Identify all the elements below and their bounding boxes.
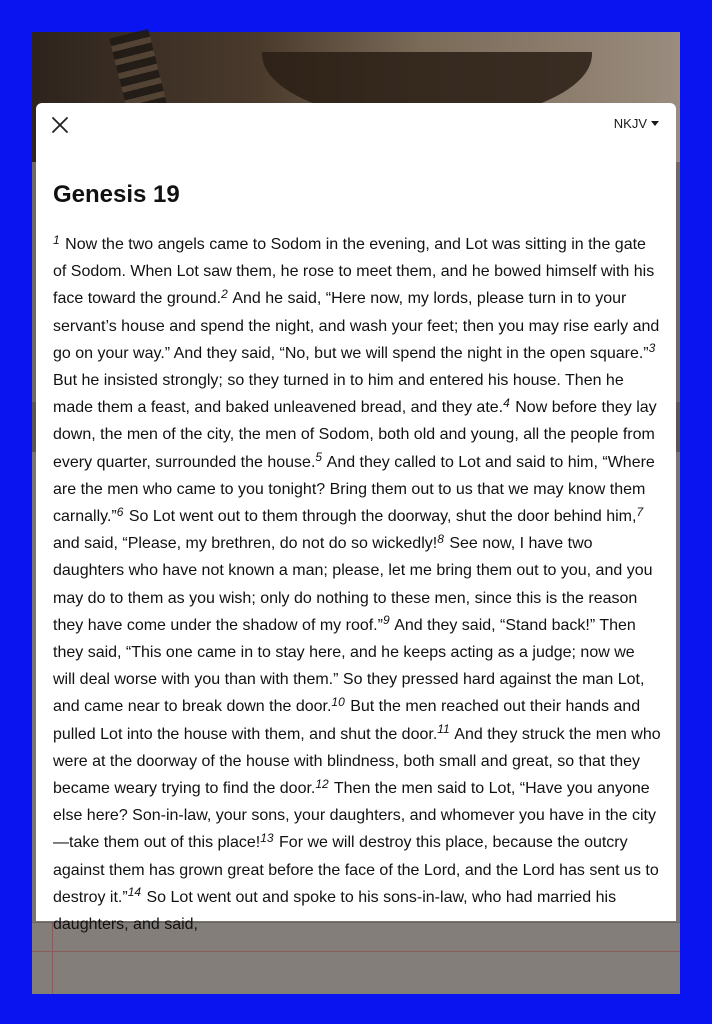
passage-text bbox=[53, 231, 661, 938]
verse-text: See now, I have two daughters who have not known a man; please, let me bring them out to you, and you may do to them as you wish; only do nothing to these men, since this is the reason they have come under the shadow of my roof.” bbox=[53, 535, 653, 634]
verse-number: 6 bbox=[116, 504, 124, 519]
verse-text: Now the two angels came to Sodom in the evening, and Lot was sitting in the gate of Sodom. When Lot saw them, he rose to meet them, and he bowed himself with his face toward the ground. bbox=[53, 236, 655, 308]
verse-text: Then the men said to Lot, “Have you anyone else here? Son-in-law, your sons, your daughters, and whomever you have in the city—take them out of this place! bbox=[53, 780, 656, 852]
chapter-modal bbox=[36, 103, 676, 934]
verse-number: 14 bbox=[127, 885, 142, 900]
verse-number: 9 bbox=[382, 613, 390, 628]
caret-down-icon bbox=[651, 121, 659, 126]
verse-text: And they struck the men who were at the doorway of the house with blindness, both small and great, so that they became weary trying to find the door. bbox=[53, 725, 661, 798]
verse-number: 12 bbox=[315, 776, 329, 791]
verse-number: 11 bbox=[437, 722, 450, 737]
verse-text: and said, “Please, my brethren, do not do so wickedly! bbox=[53, 535, 438, 553]
verse-text: And they called to Lot and said to him, “Where are the men who came to you tonight? Bring them out to us that we may know them carnally.” bbox=[53, 453, 655, 526]
verse-number: 1 bbox=[53, 232, 60, 247]
verse-number: 3 bbox=[648, 341, 656, 356]
chapter-title: Genesis 19 bbox=[53, 181, 180, 208]
version-selector[interactable] bbox=[614, 116, 659, 131]
verse-text: So Lot went out and spoke to his sons-in-law, who had married his daughters, and said, bbox=[53, 888, 617, 934]
version-label: NKJV bbox=[613, 116, 647, 131]
verse-text: And they said, “Stand back!” Then they said, “This one came in to stay here, and he keeps acting as a judge; now we will deal worse with you than with them.” So they pressed hard against the man Lot, and came near to break down the door. bbox=[53, 616, 645, 716]
verse-text: For we will destroy this place, because the outcry against them has grown great before the face of the Lord, and the Lord has sent us to destroy it.” bbox=[53, 834, 659, 906]
verse-number: 2 bbox=[221, 287, 228, 302]
verse-text: So Lot went out to them through the doorway, shut the door behind him, bbox=[128, 508, 637, 526]
verse-text: And he said, “Here now, my lords, please turn in to your servant’s house and spend the night, and wash your feet; then you may rise early and go on your way.” And they said, “No, but we will spend the night in the open square.” bbox=[53, 290, 660, 362]
close-icon bbox=[50, 115, 70, 135]
verse-text: But he insisted strongly; so they turned in to him and entered his house. Then he made them a feast, and baked unleavened bread, and they ate. bbox=[53, 372, 624, 417]
verse-number: 10 bbox=[331, 695, 345, 710]
verse-number: 8 bbox=[437, 531, 444, 546]
verse-number: 7 bbox=[636, 504, 644, 519]
verse-number: 4 bbox=[503, 395, 510, 410]
verse-text: But the men reached out their hands and pulled Lot into the house with them, and shut the door. bbox=[53, 698, 641, 743]
close-button[interactable] bbox=[50, 115, 70, 135]
verse-number: 13 bbox=[260, 831, 274, 846]
verse-number: 5 bbox=[315, 450, 323, 465]
verse-text: Now before they lay down, the men of the city, the men of Sodom, both old and young, all the people from every quarter, surrounded the house. bbox=[53, 399, 657, 471]
